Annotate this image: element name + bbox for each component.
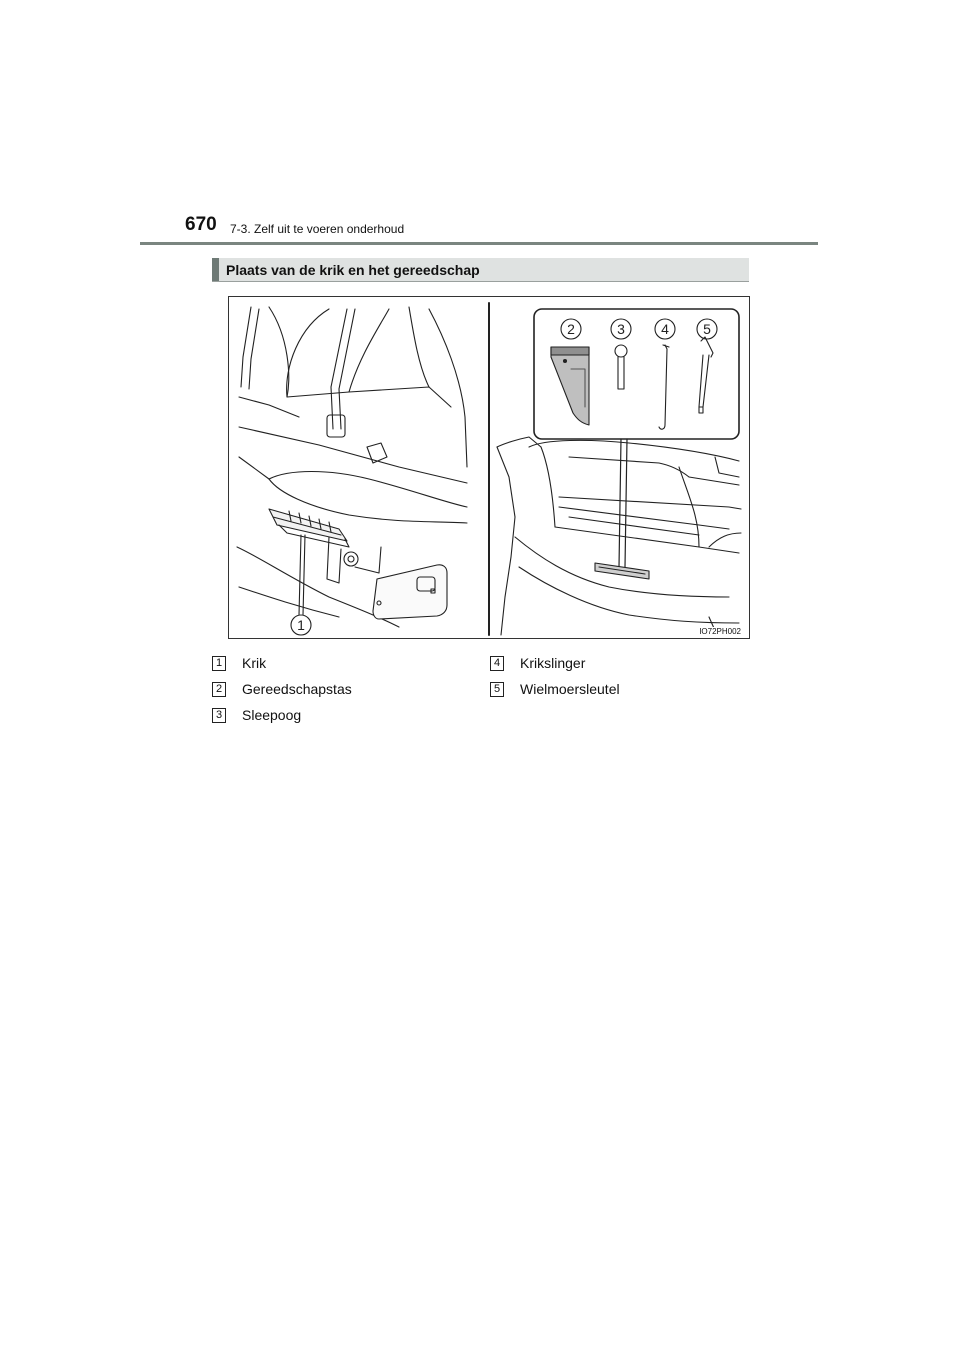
jack-and-tools-illustration <box>229 297 750 639</box>
legend-item <box>490 680 620 698</box>
rear-seat-drawing <box>237 307 467 635</box>
legend-label: Krik <box>242 655 267 671</box>
legend-number: 5 <box>490 682 504 697</box>
callout-2: 2 <box>567 321 575 337</box>
section-accent <box>212 258 219 281</box>
legend-number: 4 <box>490 656 504 671</box>
section-title: Plaats van de krik en het gereedschap <box>226 262 480 278</box>
callout-3: 3 <box>617 321 625 337</box>
luggage-compartment-drawing <box>497 309 741 635</box>
legend-number: 1 <box>212 656 226 671</box>
cover-panel-drawing <box>373 565 447 619</box>
legend-item <box>212 706 301 724</box>
legend-label: Sleepoog <box>242 707 302 723</box>
figure-code: IO72PH002 <box>699 627 741 636</box>
callout-5: 5 <box>703 321 711 337</box>
page-number: 670 <box>185 214 217 235</box>
section-heading <box>212 258 749 282</box>
legend-item <box>490 654 585 672</box>
callout-4: 4 <box>661 321 669 337</box>
legend-label: Wielmoersleutel <box>520 681 620 697</box>
jack-drawing <box>269 509 381 583</box>
legend-label: Krikslinger <box>520 655 586 671</box>
legend-item <box>212 654 266 672</box>
legend-number: 2 <box>212 682 226 697</box>
illustration-figure <box>228 296 750 639</box>
chapter-title: 7-3. Zelf uit te voeren onderhoud <box>230 222 405 236</box>
callout-1: 1 <box>297 617 305 633</box>
legend-item <box>212 680 352 698</box>
legend-number: 3 <box>212 708 226 723</box>
legend-label: Gereedschapstas <box>242 681 352 697</box>
header-rule <box>140 242 818 245</box>
